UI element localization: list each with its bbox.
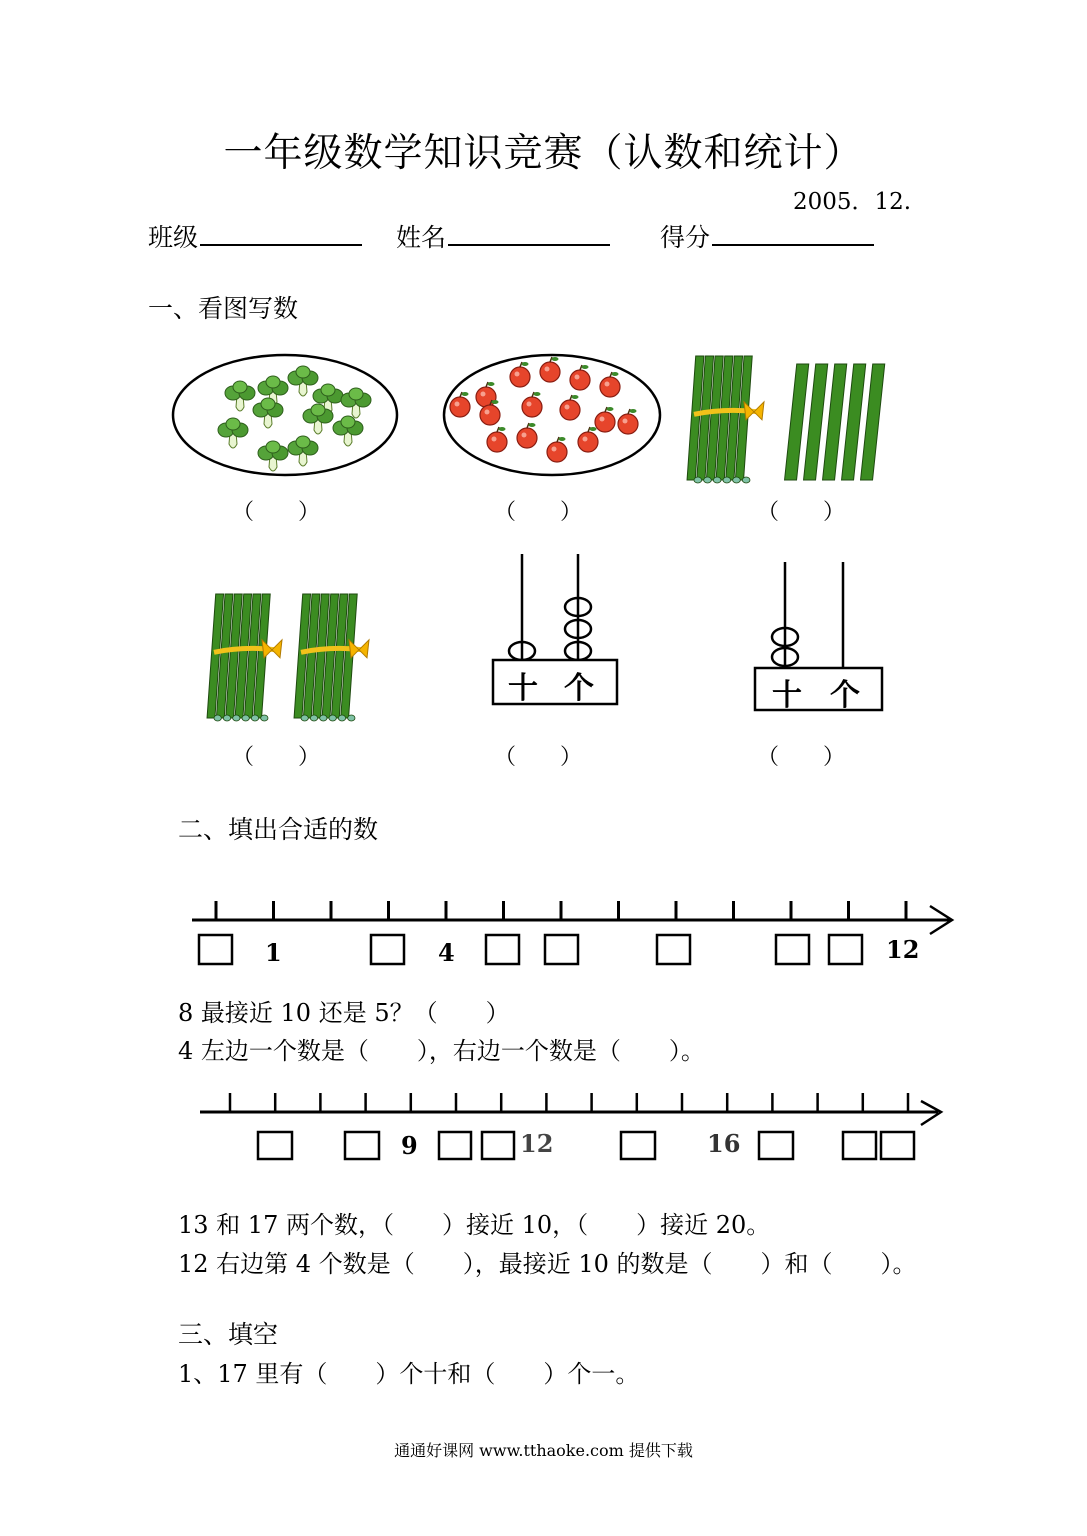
answer-paren-2[interactable]: （ ） [494, 500, 583, 525]
answer-paren-4[interactable]: （ ） [232, 745, 321, 770]
abacus2-tens-label: 十 [772, 678, 802, 713]
nl2-box-6[interactable] [759, 1132, 793, 1159]
apple-plate-image [440, 350, 665, 480]
abacus2-ones-label: 个 [830, 678, 860, 713]
nl1-box-6[interactable] [776, 935, 809, 964]
answer-paren-3[interactable]: （ ） [757, 500, 846, 525]
stick-bundle-icon [207, 594, 282, 721]
question-3-1: 1、17 里有（ ）个十和（ ）个一。 [178, 1360, 640, 1388]
score-label: 得分 [660, 223, 711, 252]
answer-paren-6[interactable]: （ ） [757, 745, 846, 770]
score-blank[interactable] [712, 220, 874, 246]
answer-paren-5[interactable]: （ ） [494, 745, 583, 770]
name-blank[interactable] [448, 220, 610, 246]
nl2-label-12: 12 [520, 1129, 554, 1158]
abacus1-ones-label: 个 [564, 671, 594, 706]
nl1-box-2[interactable] [371, 935, 404, 964]
nl2-box-1[interactable] [258, 1132, 292, 1159]
two-bundles-image [198, 590, 378, 725]
nl2-box-3[interactable] [439, 1132, 471, 1159]
name-field[interactable] [396, 218, 610, 254]
nl2-box-8[interactable] [881, 1132, 914, 1159]
nl2-box-4[interactable] [482, 1132, 514, 1159]
section3-heading: 三、填空 [178, 1320, 279, 1349]
number-line-1 [188, 895, 963, 975]
bundle-and-sticks-image [688, 352, 903, 487]
question-2-2: 4 左边一个数是（ ），右边一个数是（ ）。 [178, 1037, 705, 1065]
stick-bundle-icon [294, 594, 369, 721]
nl1-label-12: 12 [886, 935, 920, 964]
nl1-label-1: 1 [265, 938, 282, 967]
stick-bundle-icon [687, 356, 764, 483]
class-blank[interactable] [200, 220, 362, 246]
nl1-box-4[interactable] [545, 935, 578, 964]
score-field[interactable] [660, 218, 874, 254]
exam-date: 2005．12. [793, 189, 912, 215]
nl2-label-16: 16 [707, 1129, 741, 1158]
section2-heading: 二、填出合适的数 [178, 815, 379, 844]
nl2-label-9: 9 [401, 1131, 418, 1160]
section1-heading: 一、看图写数 [148, 294, 299, 323]
nl2-box-5[interactable] [621, 1132, 655, 1159]
footer-credit: 通通好课网 www.tthaoke.com 提供下载 [394, 1441, 693, 1460]
answer-paren-1[interactable]: （ ） [232, 500, 321, 525]
nl2-box-7[interactable] [843, 1132, 876, 1159]
nl1-box-3[interactable] [486, 935, 519, 964]
class-label: 班级 [148, 223, 199, 252]
nl2-box-2[interactable] [345, 1132, 379, 1159]
nl1-label-4: 4 [438, 938, 455, 967]
nl1-box-1[interactable] [199, 935, 232, 964]
vegetable-plate-image [168, 350, 403, 480]
abacus1-tens-label: 十 [508, 671, 538, 706]
question-2-3: 13 和 17 两个数，（ ）接近 10，（ ）接近 20。 [178, 1211, 771, 1239]
nl1-box-5[interactable] [657, 935, 690, 964]
page-title: 一年级数学知识竞赛（认数和统计） [223, 131, 864, 176]
question-2-1: 8 最接近 10 还是 5？（ ） [178, 999, 510, 1027]
class-field[interactable] [148, 218, 362, 254]
question-2-4: 12 右边第 4 个数是（ ），最接近 10 的数是（ ）和（ ）。 [178, 1250, 917, 1278]
nl1-box-7[interactable] [829, 935, 862, 964]
name-label: 姓名 [396, 223, 447, 252]
number-line-2 [196, 1092, 956, 1167]
